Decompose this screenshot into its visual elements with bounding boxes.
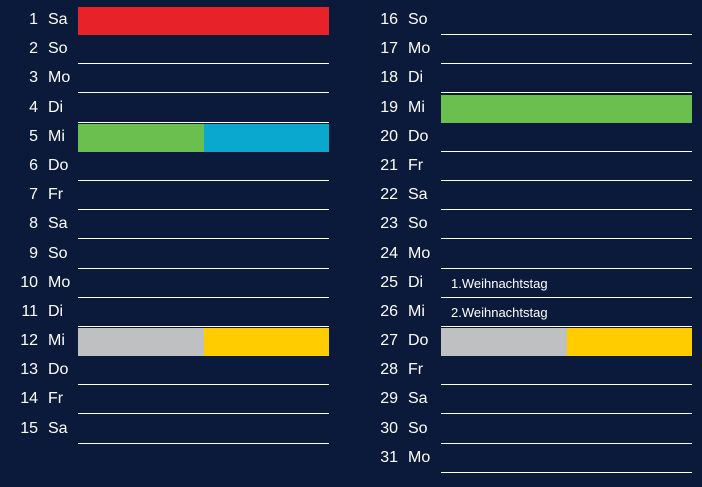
event-bar-blue[interactable] bbox=[204, 124, 330, 152]
day-row bbox=[363, 269, 702, 298]
day-number: 22 bbox=[380, 186, 398, 204]
day-number: 5 bbox=[29, 127, 38, 145]
day-number: 1 bbox=[29, 11, 38, 28]
day-slot[interactable] bbox=[441, 123, 692, 152]
day-number: 12 bbox=[20, 332, 38, 350]
day-slot[interactable] bbox=[441, 94, 692, 123]
day-slot[interactable] bbox=[441, 415, 692, 444]
day-slot[interactable] bbox=[78, 64, 329, 93]
day-number: 10 bbox=[20, 273, 38, 291]
day-number: 11 bbox=[21, 302, 38, 320]
day-number: 3 bbox=[29, 69, 38, 87]
day-slot[interactable] bbox=[441, 298, 692, 327]
day-row bbox=[363, 327, 702, 356]
day-weekday: Mi bbox=[48, 127, 65, 145]
day-row bbox=[363, 298, 702, 327]
day-slot[interactable] bbox=[78, 385, 329, 414]
day-weekday: Mi bbox=[48, 332, 65, 350]
day-row bbox=[363, 210, 702, 239]
day-weekday: Mi bbox=[408, 302, 425, 320]
holiday-label: 2.Weihnachtstag bbox=[451, 304, 548, 320]
day-number: 19 bbox=[380, 98, 398, 116]
day-slot[interactable] bbox=[441, 6, 692, 35]
day-slot[interactable] bbox=[441, 181, 692, 210]
day-weekday: Mo bbox=[408, 448, 431, 466]
day-weekday: Sa bbox=[48, 215, 68, 233]
day-slot[interactable] bbox=[78, 356, 329, 385]
day-slot[interactable] bbox=[78, 181, 329, 210]
day-weekday: Mi bbox=[408, 98, 425, 116]
day-row bbox=[0, 385, 339, 414]
day-weekday: Mo bbox=[408, 40, 431, 58]
day-slot[interactable] bbox=[441, 327, 692, 356]
day-weekday: So bbox=[48, 40, 68, 58]
event-bar-red[interactable] bbox=[78, 7, 329, 35]
event-bar-gray[interactable] bbox=[441, 328, 567, 356]
calendar-column-right bbox=[363, 6, 702, 473]
day-number: 8 bbox=[29, 215, 38, 233]
event-bar-green[interactable] bbox=[441, 95, 692, 123]
day-number: 29 bbox=[380, 390, 398, 408]
day-slot[interactable] bbox=[441, 35, 692, 64]
day-slot[interactable] bbox=[78, 6, 329, 35]
day-number: 31 bbox=[380, 448, 398, 466]
day-number: 21 bbox=[380, 156, 398, 174]
day-weekday: Fr bbox=[408, 361, 424, 379]
day-slot[interactable] bbox=[78, 327, 329, 356]
day-slot[interactable] bbox=[441, 210, 692, 239]
day-slot[interactable] bbox=[78, 152, 329, 181]
day-row bbox=[0, 240, 339, 269]
day-row bbox=[0, 35, 339, 64]
day-number: 24 bbox=[380, 244, 398, 262]
day-slot[interactable] bbox=[441, 269, 692, 298]
day-weekday: Do bbox=[48, 156, 69, 174]
day-weekday: Di bbox=[48, 302, 64, 320]
day-row bbox=[0, 210, 339, 239]
day-weekday: Fr bbox=[48, 390, 64, 408]
day-row bbox=[363, 123, 702, 152]
day-weekday: Mo bbox=[408, 244, 431, 262]
day-weekday: Sa bbox=[408, 186, 428, 204]
day-slot[interactable] bbox=[441, 356, 692, 385]
day-row bbox=[0, 269, 339, 298]
day-number: 16 bbox=[380, 11, 398, 28]
day-weekday: Sa bbox=[48, 11, 68, 28]
day-slot[interactable] bbox=[78, 269, 329, 298]
day-weekday: So bbox=[48, 244, 68, 262]
day-number: 30 bbox=[380, 419, 398, 437]
day-weekday: Do bbox=[408, 332, 429, 350]
day-weekday: Do bbox=[48, 361, 69, 379]
day-slot[interactable] bbox=[441, 64, 692, 93]
day-weekday: So bbox=[408, 215, 428, 233]
event-bar-yellow[interactable] bbox=[567, 328, 693, 356]
day-weekday: Do bbox=[408, 127, 429, 145]
day-number: 13 bbox=[20, 361, 38, 379]
day-weekday: Di bbox=[408, 69, 424, 87]
day-row bbox=[363, 6, 702, 35]
day-slot[interactable] bbox=[441, 240, 692, 269]
day-weekday: Di bbox=[48, 98, 64, 116]
day-row bbox=[363, 356, 702, 385]
day-row bbox=[0, 64, 339, 93]
day-row bbox=[363, 35, 702, 64]
day-row bbox=[0, 181, 339, 210]
day-row bbox=[0, 327, 339, 356]
day-weekday: Mo bbox=[48, 273, 71, 291]
day-slot[interactable] bbox=[78, 35, 329, 64]
day-number: 2 bbox=[29, 40, 38, 58]
day-row bbox=[0, 152, 339, 181]
day-slot[interactable] bbox=[78, 298, 329, 327]
day-number: 23 bbox=[380, 215, 398, 233]
day-number: 7 bbox=[29, 186, 38, 204]
day-weekday: Sa bbox=[408, 390, 428, 408]
day-number: 4 bbox=[29, 98, 38, 116]
day-slot[interactable] bbox=[78, 415, 329, 444]
day-number: 18 bbox=[380, 69, 398, 87]
holiday-label: 1.Weihnachtstag bbox=[451, 275, 548, 291]
day-slot[interactable] bbox=[78, 94, 329, 123]
day-weekday: Mo bbox=[48, 69, 71, 87]
day-weekday: Sa bbox=[48, 419, 68, 437]
day-slot[interactable] bbox=[441, 152, 692, 181]
day-row bbox=[0, 356, 339, 385]
day-row bbox=[363, 444, 702, 473]
day-number: 26 bbox=[380, 302, 398, 320]
day-row bbox=[363, 385, 702, 414]
day-row bbox=[363, 240, 702, 269]
day-row bbox=[0, 298, 339, 327]
day-number: 28 bbox=[380, 361, 398, 379]
day-weekday: So bbox=[408, 419, 428, 437]
day-slot[interactable] bbox=[78, 240, 329, 269]
day-row bbox=[363, 152, 702, 181]
day-row bbox=[363, 181, 702, 210]
day-weekday: Fr bbox=[48, 186, 64, 204]
day-weekday: So bbox=[408, 11, 428, 28]
day-slot[interactable] bbox=[78, 210, 329, 239]
day-number: 20 bbox=[380, 127, 398, 145]
day-number: 27 bbox=[380, 332, 398, 350]
day-slot[interactable] bbox=[78, 123, 329, 152]
day-number: 17 bbox=[380, 40, 398, 58]
day-slot[interactable] bbox=[441, 444, 692, 473]
day-row bbox=[363, 415, 702, 444]
calendar-column-left bbox=[0, 6, 339, 444]
event-bar-yellow[interactable] bbox=[204, 328, 330, 356]
day-slot[interactable] bbox=[441, 385, 692, 414]
day-row bbox=[363, 94, 702, 123]
day-number: 9 bbox=[29, 244, 38, 262]
day-row bbox=[0, 94, 339, 123]
event-bar-gray[interactable] bbox=[78, 328, 204, 356]
day-number: 15 bbox=[20, 419, 38, 437]
day-row bbox=[0, 123, 339, 152]
day-row bbox=[0, 415, 339, 444]
day-row bbox=[363, 64, 702, 93]
event-bar-green[interactable] bbox=[78, 124, 204, 152]
day-number: 25 bbox=[380, 273, 398, 291]
day-number: 6 bbox=[29, 156, 38, 174]
day-number: 14 bbox=[20, 390, 38, 408]
day-row bbox=[0, 6, 339, 35]
day-weekday: Fr bbox=[408, 156, 424, 174]
day-weekday: Di bbox=[408, 273, 424, 291]
